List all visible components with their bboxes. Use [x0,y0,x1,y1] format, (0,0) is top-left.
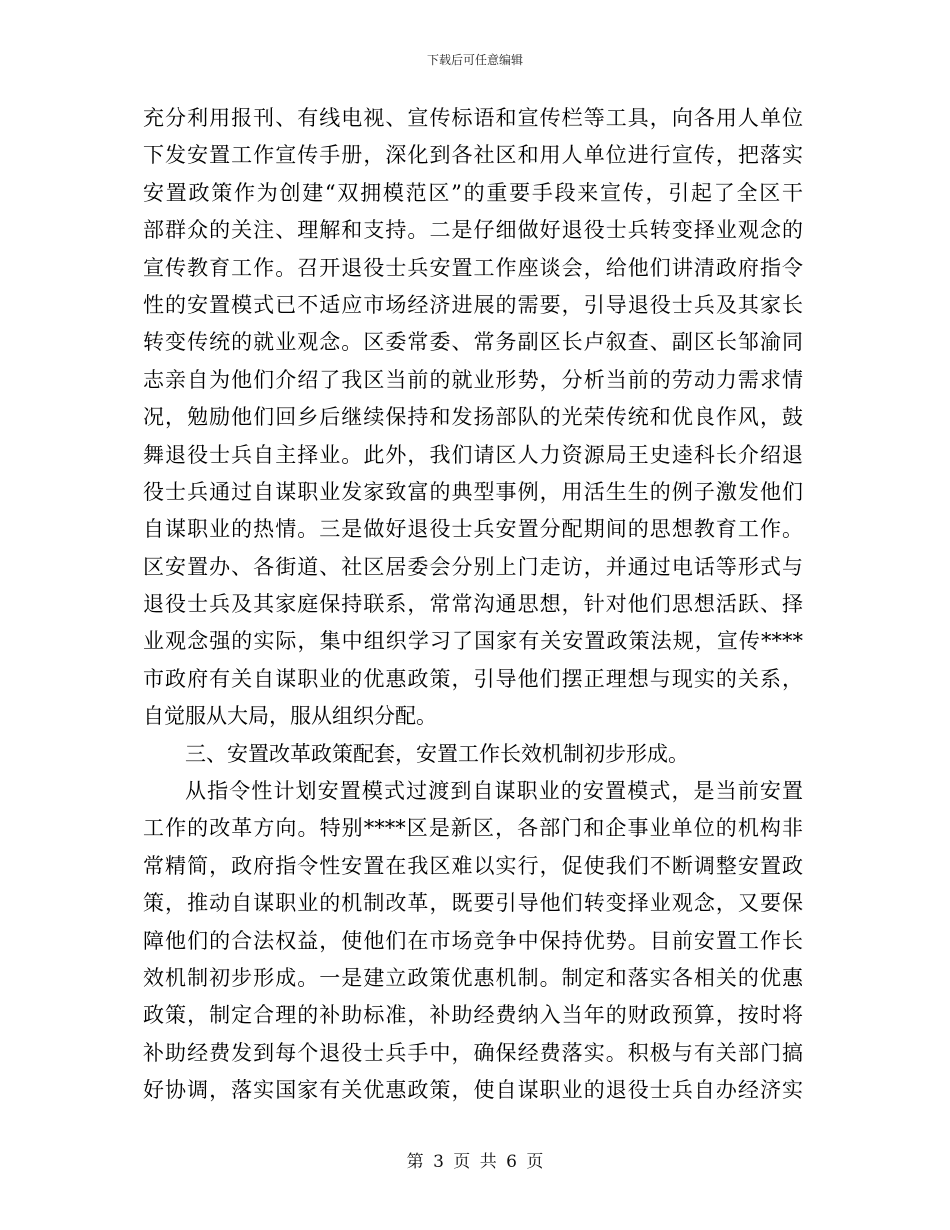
text-line: 从指令性计划安置模式过渡到自谋职业的安置模式，是当前安置 [185,779,803,804]
text-line: 自谋职业的热情。三是做好退役士兵安置分配期间的思想教育工作。 [143,517,803,542]
text-line: 退役士兵及其家庭保持联系，常常沟通思想，针对他们思想活跃、择 [143,592,803,617]
text-line: 部群众的关注、理解和支持。二是仔细做好退役士兵转变择业观念的 [143,218,803,243]
text-line: 安置政策作为创建“双拥模范区”的重要手段来宣传，引起了全区干 [143,180,803,205]
page-header: 下载后可任意编辑 [426,53,523,67]
text-line: 好协调，落实国家有关优惠政策，使自谋职业的退役士兵自办经济实 [143,1078,803,1103]
page-number: 第 3 页 共 6 页 [406,1152,544,1172]
text-line: 策，推动自谋职业的机制改革，既要引导他们转变择业观念，又要保 [143,891,803,916]
text-line: 效机制初步形成。一是建立政策优惠机制。制定和落实各相关的优惠 [143,965,803,990]
text-line: 自觉服从大局，服从组织分配。 [143,704,437,729]
document-body [143,100,803,1110]
text-line: 宣传教育工作。召开退役士兵安置工作座谈会，给他们讲清政府指令 [143,255,803,280]
text-line: 业观念强的实际，集中组织学习了国家有关安置政策法规，宣传**** [143,629,803,654]
text-line: 障他们的合法权益，使他们在市场竞争中保持优势。目前安置工作长 [143,928,803,953]
text-line: 常精简，政府指令性安置在我区难以实行，促使我们不断调整安置政 [143,853,803,878]
text-line: 工作的改革方向。特别****区是新区，各部门和企事业单位的机构非 [143,816,803,841]
text-line: 性的安置模式已不适应市场经济进展的需要，引导退役士兵及其家长 [143,292,803,317]
text-line: 转变传统的就业观念。区委常委、常务副区长卢叙查、副区长邹渝同 [143,330,803,355]
text-line: 下发安置工作宣传手册，深化到各社区和用人单位进行宣传，把落实 [143,143,803,168]
text-line: 补助经费发到每个退役士兵手中，确保经费落实。积极与有关部门搞 [143,1040,803,1065]
text-line: 况，勉励他们回乡后继续保持和发扬部队的光荣传统和优良作风，鼓 [143,405,803,430]
text-line: 役士兵通过自谋职业发家致富的典型事例，用活生生的例子激发他们 [143,479,803,504]
text-line: 市政府有关自谋职业的优惠政策，引导他们摆正理想与现实的关系， [143,666,803,691]
text-line: 充分利用报刊、有线电视、宣传标语和宣传栏等工具，向各用人单位 [143,106,803,130]
section-heading: 三、安置改革政策配套，安置工作长效机制初步形成。 [185,741,689,766]
text-line: 区安置办、各街道、社区居委会分别上门走访，并通过电话等形式与 [143,554,803,579]
text-line: 舞退役士兵自主择业。此外，我们请区人力资源局王史逵科长介绍退 [143,442,803,467]
text-line: 志亲自为他们介绍了我区当前的就业形势，分析当前的劳动力需求情 [143,367,803,392]
text-line: 政策，制定合理的补助标准，补助经费纳入当年的财政预算，按时将 [143,1003,803,1028]
